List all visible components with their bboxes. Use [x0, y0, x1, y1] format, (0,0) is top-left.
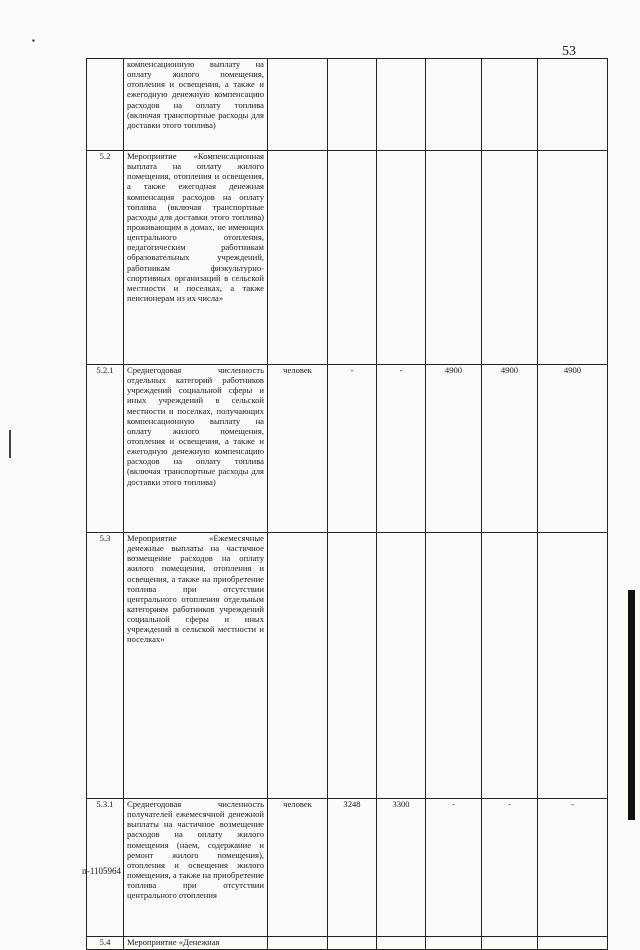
- value-cell: -: [482, 799, 538, 937]
- value-cell: [328, 151, 377, 365]
- scan-edge-bar: [628, 590, 635, 820]
- unit-cell: [268, 151, 328, 365]
- table-row: [87, 937, 608, 950]
- indicator-description-cell: Среднегодовая численность отдельных категорий работников учреждений социальной сферы и иных учреждений в сельской местности и поселках, получающих компенсационную выплату на оплату жилого помещения, отопления и освещения, а также и ежегодную денежную компенсацию расходов на оплату топлива (включая транспортные расходы для доставки этого топлива): [124, 365, 268, 533]
- value-cell: 3300: [377, 799, 426, 937]
- value-cell: -: [328, 365, 377, 533]
- value-cell: [426, 533, 482, 799]
- indicator-description-cell: Мероприятие «Компенсационная выплата на оплату жилого помещения, отопления и освещения, а также ежегодная денежная компенсация расходов на оплату топлива (включая транспортные расходы для доставки этого топлива) проживающим в домах, не имеющих центрального отопления, педагогическим работникам образовательных учреждений, работникам физкультурно-спортивных организаций в сельской местности и поселках, а также пенсионерам из их числа»: [124, 151, 268, 365]
- unit-cell: человек: [268, 799, 328, 937]
- table-row: [87, 533, 608, 799]
- value-cell: 3248: [328, 799, 377, 937]
- value-cell: [377, 533, 426, 799]
- value-cell: [426, 151, 482, 365]
- value-cell: -: [426, 799, 482, 937]
- footer-document-code: п-1105964: [82, 866, 121, 876]
- value-cell: 4900: [538, 365, 608, 533]
- unit-cell: [268, 533, 328, 799]
- table-row: [87, 799, 608, 937]
- value-cell: [426, 937, 482, 950]
- unit-cell: [268, 59, 328, 151]
- row-number-cell: 5.2: [87, 151, 124, 365]
- row-number-cell: 5.3: [87, 533, 124, 799]
- row-number-cell: [87, 59, 124, 151]
- scan-side-mark: [9, 430, 11, 458]
- value-cell: [377, 151, 426, 365]
- value-cell: 4900: [482, 365, 538, 533]
- value-cell: [482, 151, 538, 365]
- value-cell: [482, 59, 538, 151]
- value-cell: -: [377, 365, 426, 533]
- value-cell: [538, 151, 608, 365]
- table-row: [87, 151, 608, 365]
- unit-cell: человек: [268, 365, 328, 533]
- value-cell: [328, 533, 377, 799]
- value-cell: [426, 59, 482, 151]
- indicator-description-cell: Мероприятие «Ежемесячные денежные выплаты на частичное возмещение расходов на оплату жилого помещения, отопления и освещения, а также на приобретение топлива при отсутствии центрального отопления отдельным категориям работников учреждений социальной сферы и иных учреждений в сельской местности и поселках»: [124, 533, 268, 799]
- indicators-table: [86, 58, 608, 950]
- row-number-cell: 5.3.1: [87, 799, 124, 937]
- indicator-description-cell: Мероприятие «Денежная: [124, 937, 268, 950]
- row-number-cell: 5.4: [87, 937, 124, 950]
- table-row: [87, 365, 608, 533]
- unit-cell: [268, 937, 328, 950]
- value-cell: 4900: [426, 365, 482, 533]
- page-number: 53: [562, 44, 576, 59]
- value-cell: [328, 59, 377, 151]
- value-cell: -: [538, 799, 608, 937]
- value-cell: [538, 533, 608, 799]
- row-number-cell: 5.2.1: [87, 365, 124, 533]
- scan-dot-mark: ▪: [32, 36, 35, 45]
- indicator-description-cell: компенсационную выплату на оплату жилого помещения, отопления и освещения, а также и ежегодную денежную компенсацию расходов на оплату топлива (включая транспортные расходы для доставки этого топлива): [124, 59, 268, 151]
- value-cell: [377, 937, 426, 950]
- table-row: [87, 59, 608, 151]
- value-cell: [482, 533, 538, 799]
- value-cell: [377, 59, 426, 151]
- value-cell: [328, 937, 377, 950]
- value-cell: [482, 937, 538, 950]
- value-cell: [538, 59, 608, 151]
- value-cell: [538, 937, 608, 950]
- indicator-description-cell: Среднегодовая численность получателей ежемесячной денежной выплаты на частичное возмещение расходов на оплату жилого помещения (наем, содержание и ремонт жилого помещения), отопления и освещения жилого помещения, а также на приобретение топлива при отсутствии центрального отопления: [124, 799, 268, 937]
